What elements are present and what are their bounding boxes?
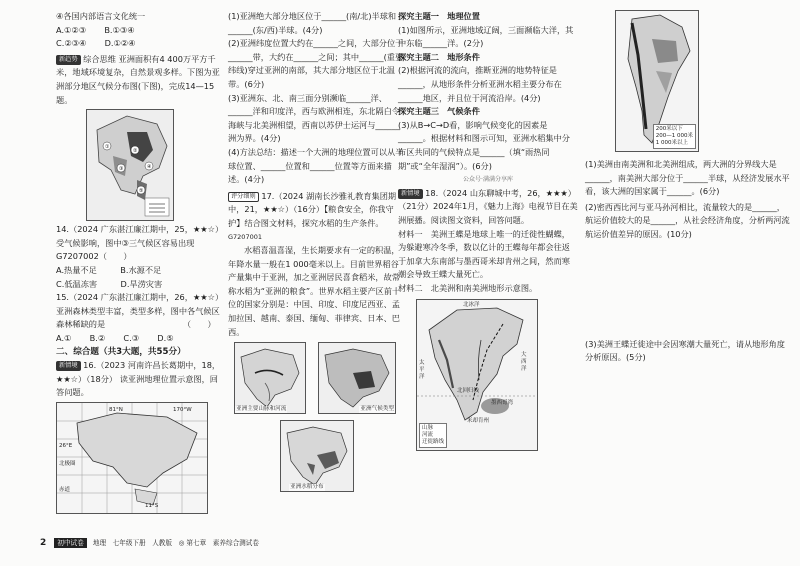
fig-rice-bottom-caption: 亚洲水稻分布 bbox=[290, 484, 324, 491]
legend-200-1000: 200—1 000米 bbox=[655, 133, 693, 139]
q16-meta: 新情境 16.（2023 河南许昌长葛期中，18，★★☆）（18分） 读亚洲地理位置示意图，回答问题。 bbox=[56, 360, 221, 398]
asia-mountains-rivers-map bbox=[234, 342, 306, 414]
q14-question: 14.（2024 广东湛江廉江期中，25，★★☆）受气候影响，图中③三气候区容易出现 G7207002（ ） bbox=[56, 224, 220, 262]
fig-rice-right-caption: 亚洲气候类型 bbox=[360, 406, 394, 413]
legend-above-1000: 1 000米以上 bbox=[655, 140, 688, 146]
legend-mountain: 山脉 bbox=[422, 425, 434, 432]
q17-meta: 评分细则 17.（2024 湖南长沙雅礼教育集团期中，21，★★☆）（16分）【粮食安全，你我守护】结合图文材料，探究水稻的生产条件。 bbox=[228, 190, 397, 228]
column-2 bbox=[228, 10, 404, 492]
asia-climate-types-map bbox=[318, 342, 396, 414]
material-1: 材料一 美洲王蝶是地球上唯一的迁徙性蝴蝶，为躲避寒冷冬季，数以亿计的王蝶每年都会往返于加拿大东南部与墨西哥米却肯州之间，然而寒潮会导致王蝶大量死亡。 bbox=[398, 228, 570, 280]
choice-d: D.①②④ bbox=[104, 38, 136, 49]
page-number: 2 bbox=[40, 538, 47, 548]
label-tropic: 北回归线 bbox=[457, 388, 480, 395]
theme-1-question: (1)如图所示，亚洲地域辽阔，三面濒临大洋，其中东临______洋。(2分) bbox=[398, 24, 574, 49]
theme-1-title: 探究主题一 地理位置 bbox=[398, 11, 480, 21]
q18-part3: (3)美洲王蝶迁徙途中会因寒潮大量死亡，请从地形角度分析原因。(5分) bbox=[585, 338, 785, 363]
prev-item: ④各国内部语言文化统一 bbox=[56, 11, 146, 21]
q14-choice-d: D.旱涝灾害 bbox=[120, 278, 163, 289]
intro-tag: 新趋势 bbox=[56, 55, 81, 65]
q18-meta: 新情境 18.（2024 山东聊城中考，26，★★★）（21分）2024年1月，《魅力上海》电视节目在美洲展播。阅读图文资料，回答问题。 bbox=[398, 187, 578, 225]
choice-c: C.②③④ bbox=[56, 38, 87, 49]
column-4 bbox=[585, 10, 790, 365]
label-26e: 26°E bbox=[59, 442, 73, 449]
q17-tag: 评分细则 bbox=[228, 192, 259, 202]
q16-tag: 新情境 bbox=[56, 361, 81, 371]
q18-part2: (2)密西西比河与亚马孙河相比，流量较大的是______，航运价值较大的是______，从社会经济角度，分析两河流航运价值差异的原因。(10分) bbox=[585, 201, 790, 239]
q14-choice-c: C.低温冻害 bbox=[56, 278, 98, 289]
legend-river: 河流 bbox=[422, 432, 434, 439]
asia-climate-map-graphic bbox=[87, 110, 173, 220]
label-170w: 170°W bbox=[173, 406, 192, 413]
footer-info: 地理 七年级下册 人教版 ◎ 第七章 素养综合测试卷 bbox=[92, 539, 259, 547]
q16-part1: (1)亚洲绝大部分地区位于______(南/北)半球和______(东/西)半球。(4分) bbox=[228, 11, 397, 35]
legend-below-200: 200米以下 bbox=[655, 126, 683, 132]
south-america-map bbox=[615, 10, 699, 152]
q18-tag: 新情境 bbox=[398, 189, 423, 199]
rice-material: 水稻喜温喜湿，生长期要求有一定的积温，年降水量一般在1 000毫米以上。目前世界稻谷产量集中于亚洲，加之亚洲居民喜食稻米，故常称水稻为“亚洲的粮食”。世界水稻主要产区前十位的国家分别是：中国、印度、印度尼西亚、孟加拉国、越南、泰国、缅甸、菲律宾、日本、巴西。 bbox=[228, 245, 401, 337]
prev-choices bbox=[56, 24, 222, 38]
asia-location-grid bbox=[57, 403, 207, 513]
svg-text:⑤: ⑤ bbox=[139, 188, 144, 195]
q14-choice-b: B.水源不足 bbox=[120, 264, 162, 275]
q18-part1: (1)美洲由南美洲和北美洲组成，两大洲的分界线大是______，南美洲大部分位于______半球，从经济发展水平看，该大洲的国家属于______。(6分) bbox=[585, 159, 790, 197]
q16-part3: (3)亚洲东、北、南三面分别濒临______洋、______洋和印度洋，西与欧洲相连，东北隔白令海峡与北美洲相望，西南以苏伊士运河与______洲为界。(4分) bbox=[228, 92, 400, 144]
north-america-map bbox=[416, 299, 538, 451]
theme-3-title: 探究主题三 气候条件 bbox=[398, 106, 480, 117]
fig-rice-left-caption: 亚洲主要山脉和河流 bbox=[236, 406, 287, 413]
theme-2-question: (2)根据河流的流向，推断亚洲的地势特征是______，从地形条件分析亚洲水稻主要分布在______地区，并且位于河流沿岸。(4分) bbox=[398, 65, 562, 103]
choice-b: B.①③④ bbox=[104, 24, 135, 35]
svg-text:①: ① bbox=[105, 144, 110, 151]
label-11s: 11°S bbox=[145, 502, 159, 509]
legend-migration-route: 迁徙路线 bbox=[422, 439, 445, 446]
watermark: 公众号·满满分享库 bbox=[463, 176, 513, 184]
intro-paragraph: 新趋势 综合思维 亚洲面积有4 400万平方千米，地域环境复杂，自然景观多样。下图为亚洲部分地区气候分布图(下图)，完成14—15题。 bbox=[56, 53, 220, 105]
q17-code: G7207001 bbox=[228, 232, 262, 241]
column-1: ④各国内部语言文化统一 A.①②③ B.①③④ C.②③④ D.①②④ 新趋势 综合思维 亚洲面积有4 400万平方千米，地域环境复杂，自然景观多样。下图为亚洲部分地区气候分布图(下图)，完成14—15题。 ① ② ③ ④ ⑤ 14.（2024 广东湛江廉江期中，25，★★☆）受气候影响，图中③三气候区容易出现 G7207002（ ） A.热量不足 B.水源不足 C.低温冻害 D.旱涝灾害 15.（2024 广东湛江廉江期中，26，★★☆）亚洲森林类型丰富，类型多样，图中各气候区森林稀缺的是 （ ） A.① B.② C.③ D.⑤ 二、综合题（共3大题，共55分） 新情境 16.（2023 河南许昌长葛期中，18，★★☆）（18分） 读亚洲地理位置示意图，回答问题。 81°N 170°W 26°E 北极圈 赤道 11°S bbox=[56, 10, 222, 514]
north-america-legend bbox=[419, 423, 447, 448]
asia-climate-map bbox=[86, 109, 174, 221]
section-title: 二、综合题（共3大题，共55分） bbox=[56, 346, 186, 357]
label-michoacan: 米却肯州 bbox=[467, 418, 490, 425]
q16-part2: (2)亚洲纬度位置大约在______之间，大部分位于______带，大约在______之间；其中______(重要纬线)穿过亚洲的南部，其大部分地区位于北温带。(6分) bbox=[228, 38, 404, 89]
theme-2-title: 探究主题二 地形条件 bbox=[398, 51, 480, 62]
svg-text:③: ③ bbox=[119, 166, 124, 173]
asia-rice-distribution-map bbox=[280, 420, 354, 492]
answer-space bbox=[585, 242, 790, 338]
q15-question: 15.（2024 广东湛江廉江期中，26，★★☆）亚洲森林类型丰富，类型多样，图中各气候区森林稀缺的是 （ ） bbox=[56, 292, 220, 330]
column-3 bbox=[398, 10, 578, 451]
label-pacific-ocean: 太平洋 bbox=[419, 360, 425, 381]
footer-brand: 初中试卷 bbox=[54, 538, 86, 548]
label-arctic-ocean: 北冰洋 bbox=[463, 302, 480, 309]
svg-text:②: ② bbox=[133, 148, 138, 155]
q14-choice-a: A.热量不足 bbox=[56, 264, 97, 275]
label-81n: 81°N bbox=[109, 406, 123, 413]
rice-figures bbox=[228, 342, 404, 492]
label-atlantic-ocean: 大西洋 bbox=[521, 352, 527, 373]
q16-part4: (4)方法总结：描述一个大洲的地理位置可以从半球位置、______位置和______位置等方面来描述。(4分) bbox=[228, 146, 404, 185]
label-equator: 赤道 bbox=[59, 486, 71, 493]
label-arctic-circle: 北极圈 bbox=[59, 460, 76, 467]
elevation-legend bbox=[653, 124, 696, 149]
material-2: 材料二 北美洲和南美洲地形示意图。 bbox=[398, 282, 538, 293]
theme-3-question: (3)从B→C→D看，影响气候变化的因素是______。根据材料和图示可知，亚洲水稻集中分布区共同的气候特点是______（填“雨热同期”或“全年湿润”）。(6分) bbox=[398, 119, 570, 171]
choice-a: A.①②③ bbox=[56, 24, 87, 35]
asia-location-map bbox=[56, 402, 208, 514]
svg-text:④: ④ bbox=[147, 164, 152, 171]
page-footer bbox=[40, 538, 300, 548]
label-gulf-mexico: 墨西哥湾 bbox=[491, 400, 514, 407]
